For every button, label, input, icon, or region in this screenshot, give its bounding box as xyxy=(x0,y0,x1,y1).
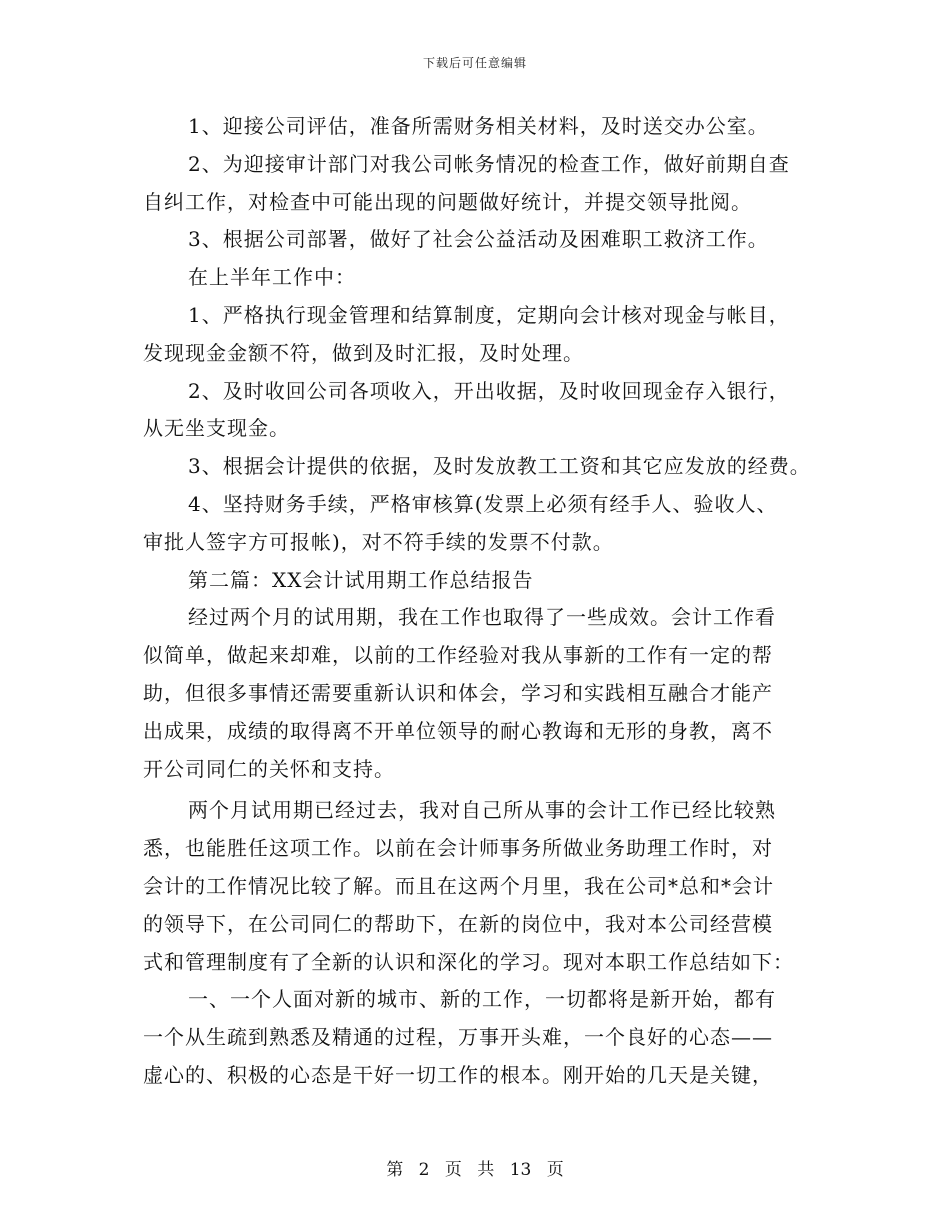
paragraph-line: 开公司同仁的关怀和支持。 xyxy=(143,756,395,781)
paragraph-line: 3、根据公司部署，做好了社会公益活动及困难职工救济工作。 xyxy=(188,227,769,252)
header-note: 下载后可任意编辑 xyxy=(422,56,527,70)
paragraph-line: 似简单，做起来却难，以前的工作经验对我从事新的工作有一定的帮 xyxy=(143,643,773,668)
paragraph-line: 4、坚持财务手续，严格审核算(发票上必须有经手人、验收人、 xyxy=(188,491,778,516)
section-heading: 第二篇：XX会计试用期工作总结报告 xyxy=(188,567,534,592)
paragraph-line: 一、一个人面对新的城市、新的工作，一切都将是新开始，都有 xyxy=(188,987,776,1012)
paragraph-line: 悉，也能胜任这项工作。以前在会计师事务所做业务助理工作时，对 xyxy=(143,836,773,861)
paragraph-line: 审批人签字方可报帐)，对不符手续的发票不付款。 xyxy=(143,529,614,554)
paragraph-line: 经过两个月的试用期，我在工作也取得了一些成效。会计工作看 xyxy=(188,605,776,630)
page-label-prefix: 第 xyxy=(386,1160,404,1180)
paragraph-line: 1、迎接公司评估，准备所需财务相关材料，及时送交办公室。 xyxy=(188,114,769,138)
paragraph-line: 助，但很多事情还需要重新认识和体会，学习和实践相互融合才能产 xyxy=(143,680,773,705)
total-pages-number: 13 xyxy=(509,1160,532,1180)
paragraph-line: 会计的工作情况比较了解。而且在这两个月里，我在公司*总和*会计 xyxy=(143,873,774,898)
page-label-suffix: 页 xyxy=(546,1160,564,1180)
page-label-total-prefix: 共 xyxy=(477,1160,495,1180)
paragraph-line: 发现现金金额不符，做到及时汇报，及时处理。 xyxy=(143,340,584,365)
paragraph-line: 3、根据会计提供的依据，及时发放教工工资和其它应发放的经费。 xyxy=(188,454,811,479)
page-footer xyxy=(0,1155,950,1180)
paragraph-line: 一个从生疏到熟悉及精通的过程，万事开头难，一个良好的心态—— xyxy=(143,1025,773,1050)
page-label-mid: 页 xyxy=(444,1160,462,1180)
paragraph-line: 式和管理制度有了全新的认识和深化的学习。现对本职工作总结如下： xyxy=(143,949,794,974)
paragraph-line: 2、及时收回公司各项收入，开出收据，及时收回现金存入银行， xyxy=(188,378,790,403)
paragraph-line: 2、为迎接审计部门对我公司帐务情况的检查工作，做好前期自查 xyxy=(188,151,790,176)
paragraph-line: 两个月试用期已经过去，我对自己所从事的会计工作已经比较熟 xyxy=(188,798,776,823)
document-body xyxy=(143,108,823,1095)
paragraph-line: 的领导下，在公司同仁的帮助下，在新的岗位中，我对本公司经营模 xyxy=(143,911,773,936)
paragraph-line: 在上半年工作中： xyxy=(188,265,356,290)
paragraph-line: 自纠工作，对检查中可能出现的问题做好统计，并提交领导批阅。 xyxy=(143,189,752,214)
current-page-number: 2 xyxy=(418,1160,430,1180)
paragraph-line: 出成果，成绩的取得离不开单位领导的耐心教诲和无形的身教，离不 xyxy=(143,718,773,743)
paragraph-line: 1、严格执行现金管理和结算制度，定期向会计核对现金与帐目， xyxy=(188,302,790,327)
paragraph-line: 虚心的、积极的心态是干好一切工作的根本。刚开始的几天是关键， xyxy=(143,1062,773,1087)
paragraph-line: 从无坐支现金。 xyxy=(143,416,290,441)
